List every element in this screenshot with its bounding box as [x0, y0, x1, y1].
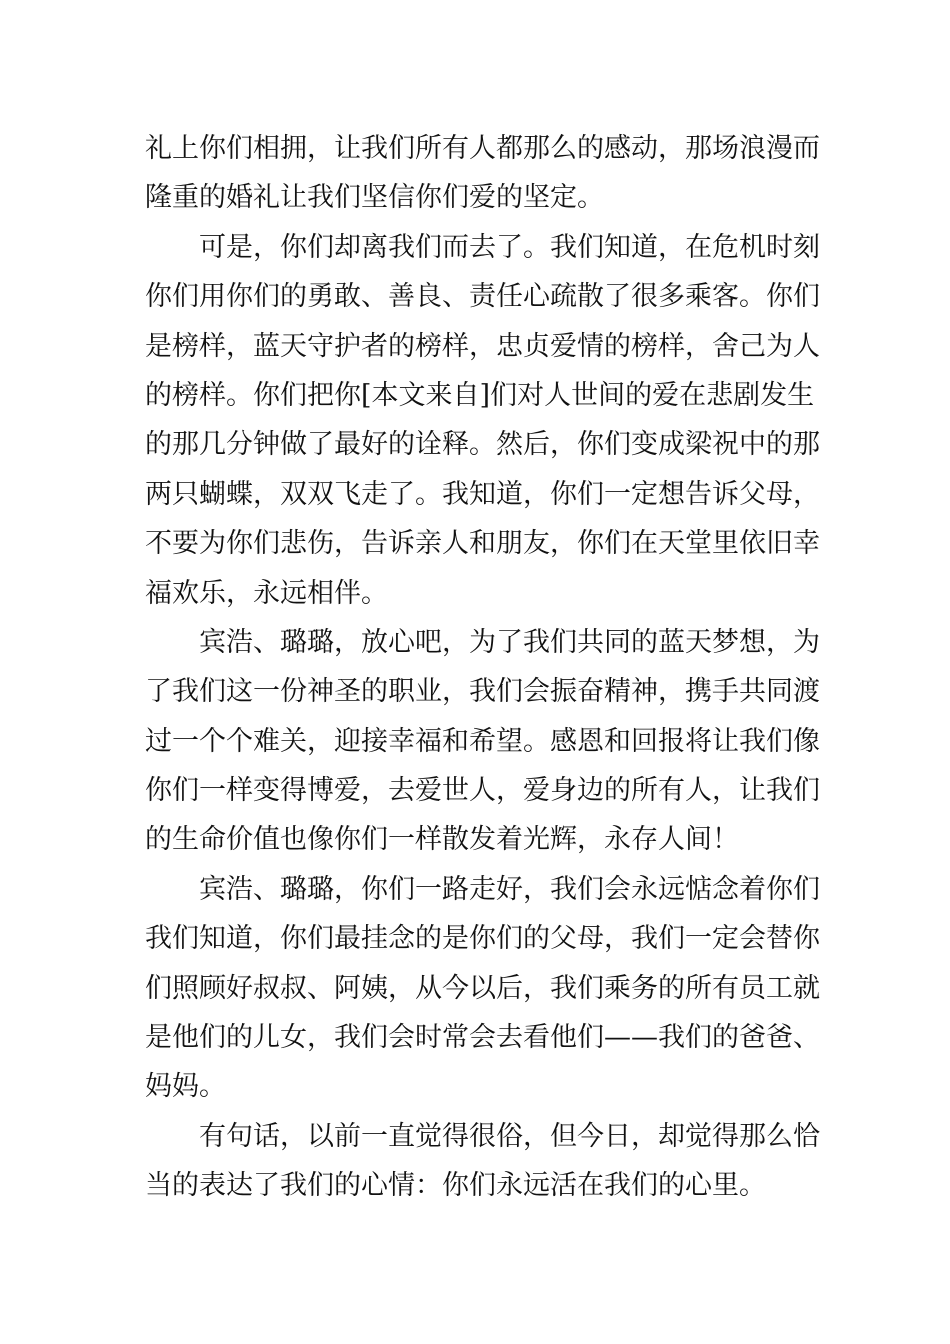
text-line: 福欢乐，永远相伴。: [145, 577, 388, 609]
text-line: 的生命价值也像你们一样散发着光辉，永存人间！: [145, 824, 739, 856]
text-line: 当的表达了我们的心情：你们永远活在我们的心里。: [145, 1170, 766, 1202]
text-line: 过一个个难关，迎接幸福和希望。感恩和回报将让我们像: [145, 725, 820, 757]
text-line: 礼上你们相拥，让我们所有人都那么的感动，那场浪漫而: [145, 133, 820, 164]
text-line: 是榜样，蓝天守护者的榜样，忠贞爱情的榜样，舍己为人: [145, 330, 820, 362]
text-line: 两只蝴蝶，双双飞走了。我知道，你们一定想告诉父母，: [145, 478, 820, 510]
text-line: 你们一样变得博爱，去爱世人，爱身边的所有人，让我们: [145, 775, 820, 807]
text-line: 们照顾好叔叔、阿姨，从今以后，我们乘务的所有员工就: [145, 972, 820, 1004]
paragraph-first-line: 宾浩、璐璐，你们一路走好，我们会永远惦念着你们: [199, 873, 820, 905]
text-line: 妈妈。: [145, 1071, 226, 1103]
text-line: 隆重的婚礼让我们坚信你们爱的坚定。: [145, 182, 604, 214]
document-body: [145, 124, 820, 1211]
text-line: 是他们的儿女，我们会时常会去看他们——我们的爸爸、: [145, 1022, 820, 1054]
text-line: 不要为你们悲伤，告诉亲人和朋友，你们在天堂里依旧幸: [145, 528, 820, 560]
paragraph-first-line: 可是，你们却离我们而去了。我们知道，在危机时刻: [199, 231, 820, 263]
text-line: 的榜样。你们把你[本文来自]们对人世间的爱在悲剧发生: [145, 379, 815, 411]
text-line: 的那几分钟做了最好的诠释。然后，你们变成梁祝中的那: [145, 429, 820, 461]
text-line: 你们用你们的勇敢、善良、责任心疏散了很多乘客。你们: [145, 281, 820, 313]
text-line: 了我们这一份神圣的职业，我们会振奋精神，携手共同渡: [145, 676, 820, 708]
paragraph-first-line: 有句话，以前一直觉得很俗，但今日，却觉得那么恰: [199, 1120, 820, 1152]
text-line: 我们知道，你们最挂念的是你们的父母，我们一定会替你: [145, 923, 820, 955]
paragraph-first-line: 宾浩、璐璐，放心吧，为了我们共同的蓝天梦想，为: [199, 626, 820, 658]
